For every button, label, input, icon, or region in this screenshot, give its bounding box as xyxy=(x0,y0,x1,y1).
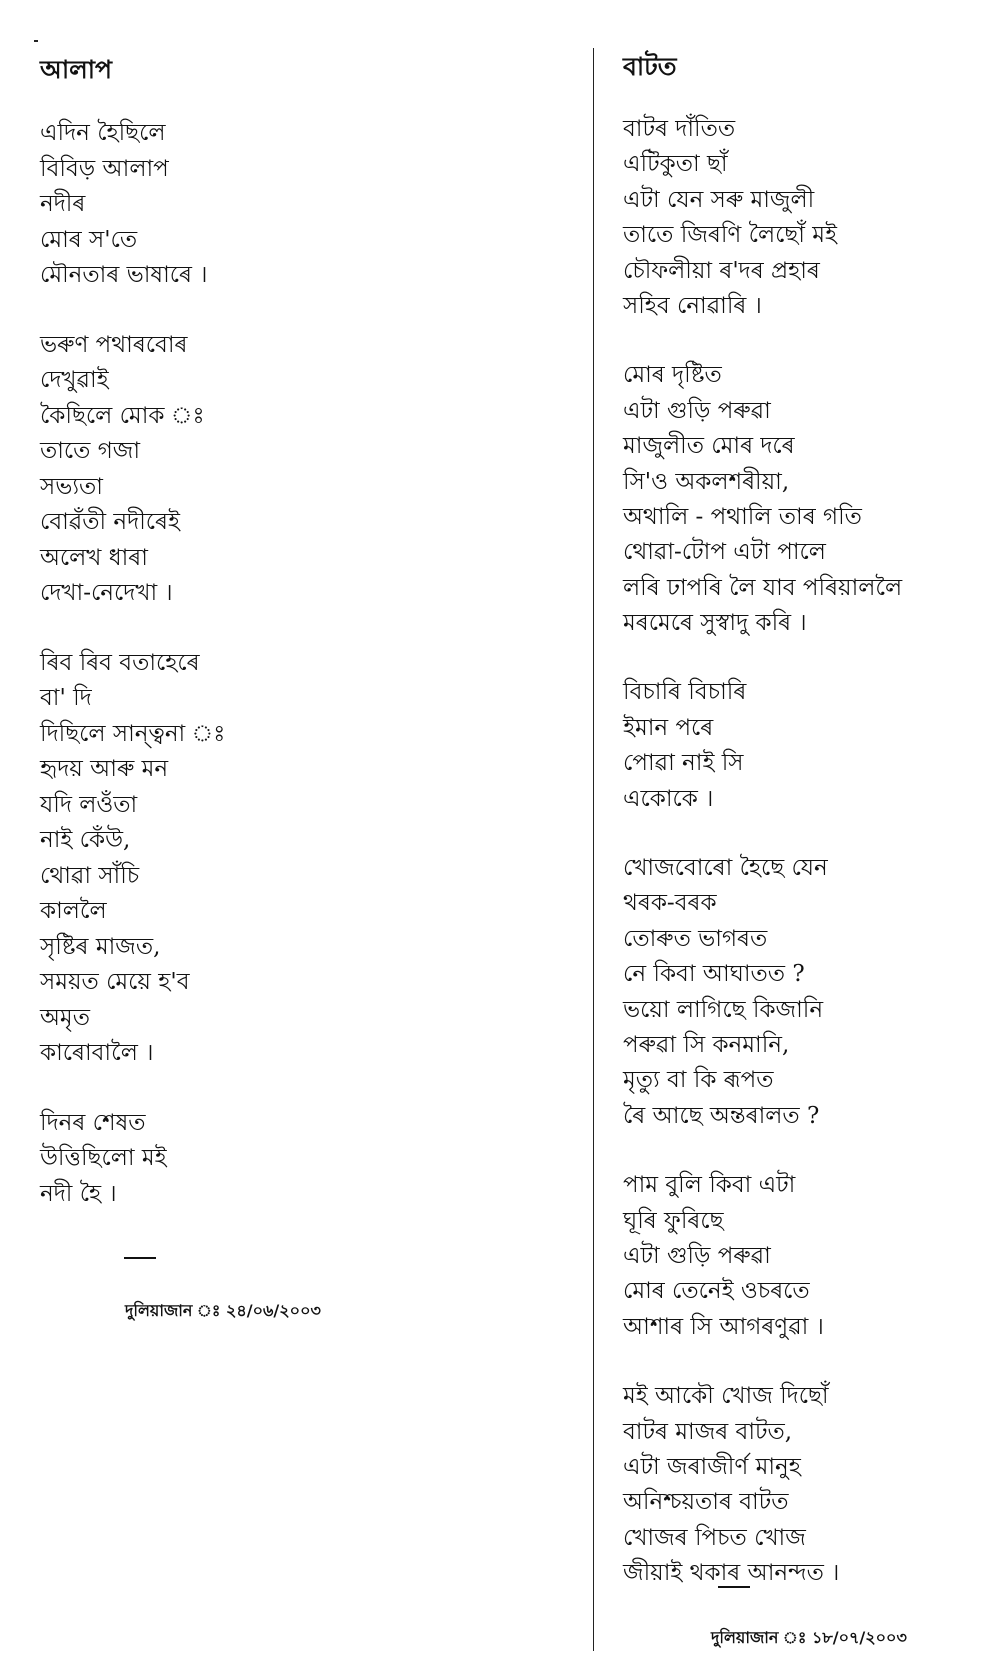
poem-line: এটা জৰাজীৰ্ণ মানুহ xyxy=(623,1453,801,1480)
poem-line: খোজবোৰো হৈছে যেন xyxy=(623,855,828,882)
poem-line: ইমান পৰে xyxy=(623,714,714,741)
stanza xyxy=(623,1168,902,1345)
poem-line: এটিকুতা ছাঁ xyxy=(623,151,728,178)
left-poem-signature: দুলিয়াজান ঃ ২৪/০৬/২০০৩ xyxy=(125,1301,321,1320)
right-poem-body xyxy=(623,112,902,1625)
poem-line: থোৱা সাঁচি xyxy=(40,862,140,889)
stanza xyxy=(623,1379,902,1591)
left-poem-title: আলাপ xyxy=(40,55,113,84)
stanza xyxy=(40,116,225,294)
poem-line: মোৰ স'তে xyxy=(40,226,138,253)
poem-line: দেখা-নেদেখা । xyxy=(40,580,173,606)
column-divider-rule xyxy=(593,48,594,1651)
poem-line: আশাৰ সি আগৰণুৱা । xyxy=(623,1313,824,1340)
poem-line: ঘূৰি ফুৰিছে xyxy=(623,1207,724,1234)
poem-line: মোৰ তেনেই ওচৰতে xyxy=(623,1278,810,1305)
poem-line: তাতে গজা xyxy=(40,438,141,464)
poem-line: নাই কেঁউ, xyxy=(40,827,131,853)
poem-line: ৰৈ আছে অন্তৰালত ? xyxy=(623,1102,820,1129)
poem-line: সভ্যতা xyxy=(40,473,103,500)
poem-line: মৃত্যু বা কি ৰূপত xyxy=(623,1067,774,1094)
poem-line: অলেখ ধাৰা xyxy=(40,544,148,571)
right-poem-signature: দুলিয়াজান ঃ ১৮/০৭/২০০৩ xyxy=(711,1628,907,1647)
poem-line: এদিন হৈছিলে xyxy=(40,120,166,146)
poem-line: ভয়ো লাগিছে কিজানি xyxy=(623,996,824,1023)
poem-line: বাটৰ দাঁতিত xyxy=(623,116,736,142)
poem-line: বা' দি xyxy=(40,685,92,711)
poem-line: কাললৈ xyxy=(40,898,107,924)
poem-line: বিচাৰি বিচাৰি xyxy=(623,679,747,706)
poem-line: কাৰোবালৈ । xyxy=(40,1040,154,1066)
poem-line: পাম বুলি কিবা এটা xyxy=(623,1172,796,1199)
poem-line: নে কিবা আঘাতত ? xyxy=(623,961,805,988)
poem-line: থৰক-বৰক xyxy=(623,890,717,917)
poem-line: বোৱঁতী নদীৰেই xyxy=(40,509,180,535)
poem-line: জীয়াই থকাৰ আনন্দত । xyxy=(623,1560,840,1587)
poem-line: বিবিড় আলাপ xyxy=(40,155,169,182)
poem-line: মই আকৌ খোজ দিছোঁ xyxy=(623,1383,829,1410)
poem-line: সহিব নোৱাৰি । xyxy=(623,292,762,319)
left-signature-dash xyxy=(124,1257,156,1259)
left-poem-body xyxy=(40,116,225,1246)
right-signature-dash xyxy=(718,1586,750,1588)
poem-line: সি'ও অকলশৰীয়া, xyxy=(623,468,790,495)
poem-line: চৌফলীয়া ৰ'দৰ প্ৰহাৰ xyxy=(623,257,820,284)
poem-line: কৈছিলে মোক ঃ xyxy=(40,402,205,429)
poem-line: পৰুৱা সি কনমানি, xyxy=(623,1031,790,1058)
poem-line: বাটৰ মাজৰ বাটত, xyxy=(623,1418,793,1445)
poem-line: অমৃত xyxy=(40,1004,90,1031)
poem-line: মৌনতাৰ ভাষাৰে । xyxy=(40,262,208,288)
poem-line: থোৱা-টোপ এটা পালে xyxy=(623,539,826,566)
stanza xyxy=(623,358,902,641)
poem-line: দেখুৱাই xyxy=(40,367,109,393)
stanza xyxy=(623,851,902,1134)
poem-line: সময়ত মেয়ে হ'ব xyxy=(40,969,190,995)
poem-line: ৰিব ৰিব বতাহেৰে xyxy=(40,649,200,676)
poem-line: তোৰুত ভাগৰত xyxy=(623,925,768,952)
poem-line: তাতে জিৰণি লৈছোঁ মই xyxy=(623,222,837,249)
poem-line: এটা গুড়ি পৰুৱা xyxy=(623,1242,771,1269)
poem-line: দিনৰ শেষত xyxy=(40,1109,146,1136)
poem-line: নদী হৈ । xyxy=(40,1180,117,1207)
poem-line: মাজুলীত মোৰ দৰে xyxy=(623,433,795,460)
poem-line: সৃষ্টিৰ মাজত, xyxy=(40,933,161,960)
poem-line: এটা গুড়ি পৰুৱা xyxy=(623,397,771,424)
poem-line: যদি লওঁতা xyxy=(40,791,138,818)
right-poem-title: বাটত xyxy=(623,52,677,81)
poem-line: ভৰুণ পথাৰবোৰ xyxy=(40,331,188,358)
poem-line: মোৰ দৃষ্টিত xyxy=(623,362,722,389)
stanza xyxy=(40,646,225,1072)
stanza xyxy=(623,675,902,817)
poem-line: মৰমেৰে সুস্বাদু কৰি । xyxy=(623,610,807,637)
poem-line: নদীৰ xyxy=(40,191,86,217)
stanza xyxy=(40,1106,225,1213)
poem-line: একোকে । xyxy=(623,785,714,812)
poem-line: অথালি - পথালি তাৰ গতি xyxy=(623,503,862,530)
poem-line: লৰি ঢাপৰি লৈ যাব পৰিয়াললৈ xyxy=(623,574,903,601)
stanza xyxy=(40,328,225,612)
scan-speck xyxy=(34,40,38,42)
poem-line: অনিশ্চয়তাৰ বাটত xyxy=(623,1489,789,1516)
poem-line: পোৱা নাই সি xyxy=(623,750,744,777)
poem-line: এটা যেন সৰু মাজুলী xyxy=(623,186,815,213)
stanza xyxy=(623,112,902,324)
poem-line: হৃদয় আৰু মন xyxy=(40,756,169,782)
poem-line: খোজৰ পিচত খোজ xyxy=(623,1524,806,1551)
poem-line: উত্তিছিলো মই xyxy=(40,1145,167,1171)
poem-line: দিছিলে সান্ত্বনা ঃ xyxy=(40,720,226,747)
